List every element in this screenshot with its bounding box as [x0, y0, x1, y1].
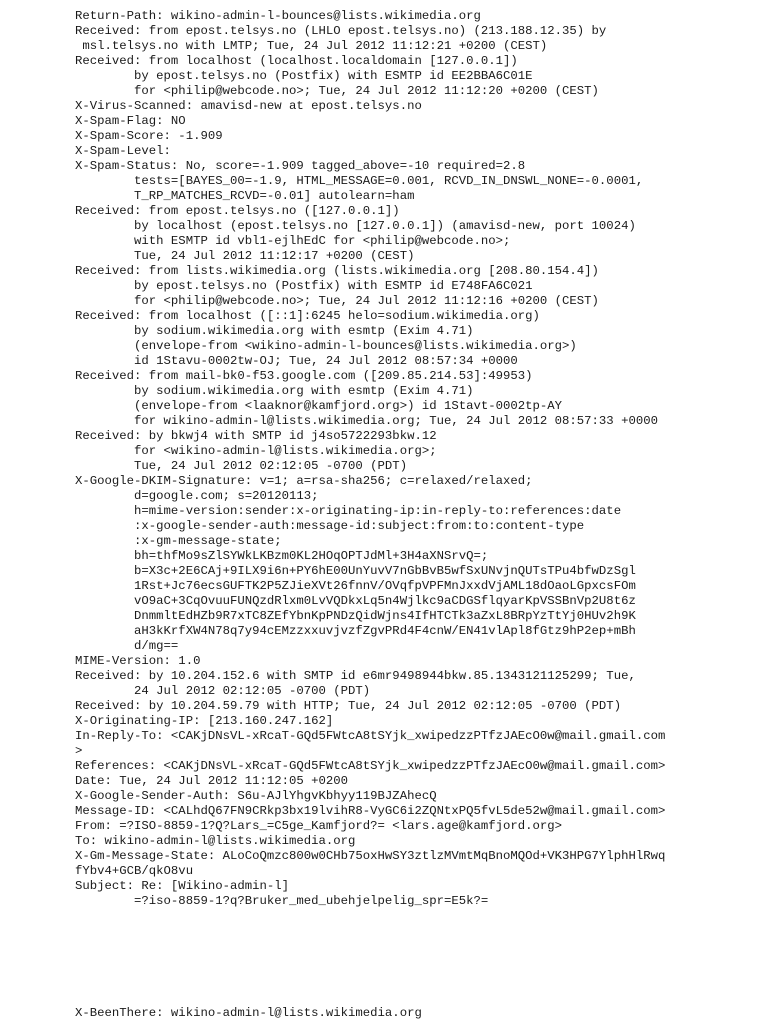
header-line: T_RP_MATCHES_RCVD=-0.01] autolearn=ham [75, 189, 415, 203]
header-line: Received: from localhost (localhost.localdomain [127.0.0.1]) [75, 54, 518, 68]
header-line: X-Originating-IP: [213.160.247.162] [75, 714, 334, 728]
header-line: d=google.com; s=20120113; [75, 489, 319, 503]
header-line: Received: from localhost ([::1]:6245 helo=sodium.wikimedia.org) [75, 309, 540, 323]
header-line: for wikino-admin-l@lists.wikimedia.org; Tue, 24 Jul 2012 08:57:33 +0000 [75, 414, 658, 428]
header-line: tests=[BAYES_00=-1.9, HTML_MESSAGE=0.001, RCVD_IN_DNSWL_NONE=-0.0001, [75, 174, 644, 188]
header-line: h=mime-version:sender:x-originating-ip:in-reply-to:references:date [75, 504, 622, 518]
header-line: References: <CAKjDNsVL-xRcaT-GQd5FWtcA8tSYjk_xwipedzzPTfzJAEcO0w@mail.gmail.com> [75, 759, 666, 773]
header-line: by epost.telsys.no (Postfix) with ESMTP id EE2BBA6C01E [75, 69, 533, 83]
header-line: d/mg== [75, 639, 179, 653]
header-line: msl.telsys.no with LMTP; Tue, 24 Jul 2012 11:12:21 +0200 (CEST) [75, 39, 548, 53]
header-line: X-Google-DKIM-Signature: v=1; a=rsa-sha256; c=relaxed/relaxed; [75, 474, 533, 488]
header-line: From: =?ISO-8859-1?Q?Lars_=C5ge_Kamfjord?= <lars.age@kamfjord.org> [75, 819, 563, 833]
header-line: Message-ID: <CALhdQ67FN9CRkp3bx19lvihR8-VyGC6i2ZQNtxPQ5fvL5de52w@mail.gmail.com> [75, 804, 666, 818]
header-line: for <philip@webcode.no>; Tue, 24 Jul 2012 11:12:20 +0200 (CEST) [75, 84, 599, 98]
header-line: id 1Stavu-0002tw-OJ; Tue, 24 Jul 2012 08:57:34 +0000 [75, 354, 518, 368]
header-line: Received: by 10.204.152.6 with SMTP id e6mr9498944bkw.85.1343121125299; Tue, [75, 669, 636, 683]
header-line: X-Virus-Scanned: amavisd-new at epost.telsys.no [75, 99, 422, 113]
header-line: (envelope-from <wikino-admin-l-bounces@lists.wikimedia.org>) [75, 339, 577, 353]
header-line: Date: Tue, 24 Jul 2012 11:12:05 +0200 [75, 774, 349, 788]
email-headers [75, 9, 755, 909]
header-line: Subject: Re: [Wikino-admin-l] [75, 879, 290, 893]
header-line: Received: by bkwj4 with SMTP id j4so5722293bkw.12 [75, 429, 437, 443]
header-line: X-Gm-Message-State: ALoCoQmzc800w0CHb75oxHwSY3ztlzMVmtMqBnoMQOd+VK3HPG7YlphHlRwq [75, 849, 666, 863]
header-line: b=X3c+2E6CAj+9ILX9i6n+PY6hE00UnYuvV7nGbBvB5wfSxUNvjnQUTsTPu4bfwDzSgl [75, 564, 636, 578]
header-line: aH3kKrfXW4N78q7y94cEMzzxxuvjvzfZgvPRd4F4cnW/EN41vlApl8fGtz9hP2ep+mBh [75, 624, 636, 638]
header-line: To: wikino-admin-l@lists.wikimedia.org [75, 834, 356, 848]
header-line: X-Spam-Score: -1.909 [75, 129, 223, 143]
header-line: fYbv4+GCB/qkO8vu [75, 864, 194, 878]
header-line: by sodium.wikimedia.org with esmtp (Exim 4.71) [75, 324, 474, 338]
header-line: Tue, 24 Jul 2012 11:12:17 +0200 (CEST) [75, 249, 415, 263]
header-line: for <wikino-admin-l@lists.wikimedia.org>; [75, 444, 437, 458]
header-line: vO9aC+3CqOvuuFUNQzdRlxm0LvVQDkxLq5n4Wjlkc9aCDGSflqyarKpVSSBnVp2U8t6z [75, 594, 636, 608]
header-line: Received: from epost.telsys.no (LHLO epost.telsys.no) (213.188.12.35) by [75, 24, 607, 38]
header-line: In-Reply-To: <CAKjDNsVL-xRcaT-GQd5FWtcA8tSYjk_xwipedzzPTfzJAEcO0w@mail.gmail.com [75, 729, 666, 743]
header-line: MIME-Version: 1.0 [75, 654, 201, 668]
header-line: =?iso-8859-1?q?Bruker_med_ubehjelpelig_spr=E5k?= [75, 894, 489, 908]
header-line: Received: by 10.204.59.79 with HTTP; Tue, 24 Jul 2012 02:12:05 -0700 (PDT) [75, 699, 622, 713]
header-line: DnmmltEdHZb9R7xTC8ZEfYbnKpPNDzQidWjns4IfHTCTk3aZxL8BRpYzTtYj0HUv2h9K [75, 609, 636, 623]
header-line: :x-google-sender-auth:message-id:subject:from:to:content-type [75, 519, 585, 533]
header-line: X-Spam-Status: No, score=-1.909 tagged_above=-10 required=2.8 [75, 159, 526, 173]
header-line: X-Google-Sender-Auth: S6u-AJlYhgvKbhyy119BJZAhecQ [75, 789, 437, 803]
header-line: > [75, 744, 83, 758]
header-line: (envelope-from <laaknor@kamfjord.org>) id 1Stavt-0002tp-AY [75, 399, 563, 413]
header-line: bh=thfMo9sZlSYWkLKBzm0KL2HOqOPTJdMl+3H4aXNSrvQ=; [75, 549, 489, 563]
header-line: by sodium.wikimedia.org with esmtp (Exim 4.71) [75, 384, 474, 398]
header-line: Received: from epost.telsys.no ([127.0.0.1]) [75, 204, 400, 218]
header-line: :x-gm-message-state; [75, 534, 282, 548]
header-line: by epost.telsys.no (Postfix) with ESMTP id E748FA6C021 [75, 279, 533, 293]
header-line: 1Rst+Jc76ecsGUFTK2P5ZJieXVt26fnnV/OVqfpVPFMnJxxdVjAML18dOaoLGpxcsFOm [75, 579, 636, 593]
header-line: Tue, 24 Jul 2012 02:12:05 -0700 (PDT) [75, 459, 408, 473]
header-line-x-beenthere: X-BeenThere: wikino-admin-l@lists.wikimedia.org [75, 1006, 422, 1020]
header-line: for <philip@webcode.no>; Tue, 24 Jul 2012 11:12:16 +0200 (CEST) [75, 294, 599, 308]
header-line: by localhost (epost.telsys.no [127.0.0.1]) (amavisd-new, port 10024) [75, 219, 636, 233]
header-line: Received: from mail-bk0-f53.google.com ([209.85.214.53]:49953) [75, 369, 533, 383]
header-line: with ESMTP id vbl1-ejlhEdC for <philip@webcode.no>; [75, 234, 511, 248]
header-line: Return-Path: wikino-admin-l-bounces@lists.wikimedia.org [75, 9, 481, 23]
header-line: X-Spam-Level: [75, 144, 171, 158]
header-line: Received: from lists.wikimedia.org (lists.wikimedia.org [208.80.154.4]) [75, 264, 599, 278]
header-line: X-Spam-Flag: NO [75, 114, 186, 128]
header-line: 24 Jul 2012 02:12:05 -0700 (PDT) [75, 684, 371, 698]
